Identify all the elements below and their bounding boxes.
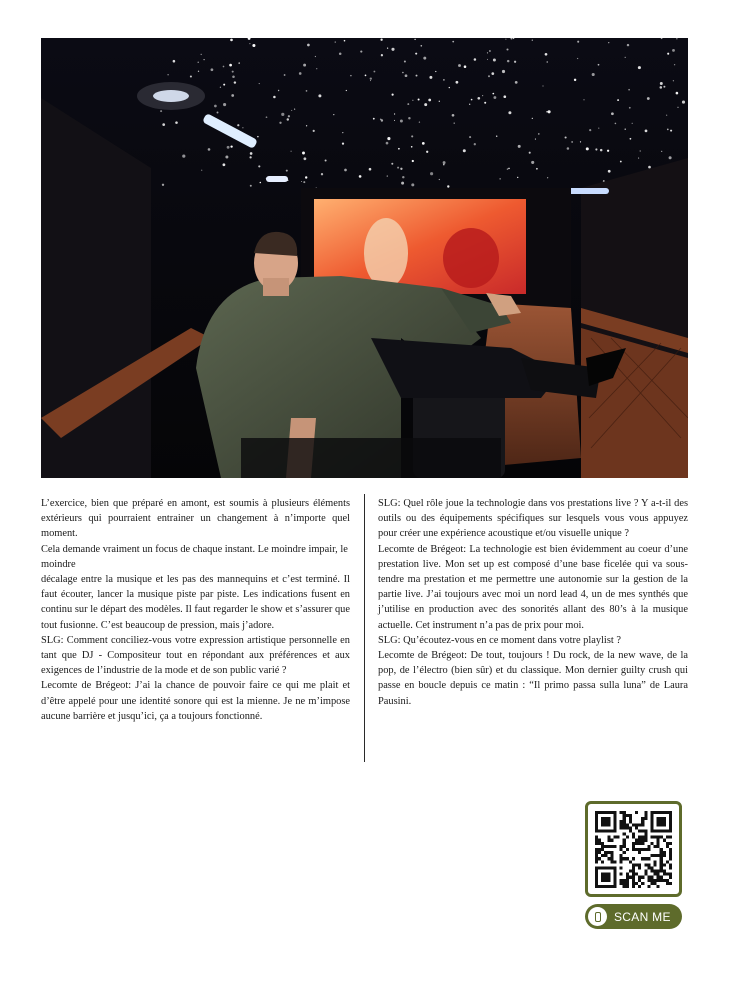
paragraph: L’exercice, bien que préparé en amont, est soumis à plusieurs éléments extérieurs qui pourraient entrainer un changement à n’importe quel moment. (41, 498, 350, 540)
phone-icon (588, 907, 607, 926)
article-photo (41, 38, 688, 478)
paragraph: Lecomte de Brégeot: J’ai la chance de pouvoir faire ce qui me plait et d’être appelé pour une identité sonore qui est la mienne. Je ne m’impose aucune barrière et jusqu’ici, ça a toujours fonctionné. (41, 680, 350, 722)
qr-code-card[interactable] (585, 801, 682, 897)
article-column-right (378, 496, 688, 709)
article-column-left (41, 496, 350, 724)
scan-me-label: SCAN ME (614, 909, 671, 924)
paragraph: SLG: Quel rôle joue la technologie dans vos prestations live ? Y a-t-il des outils ou des équipements spécifiques sur lesquels vous vous appuyez pour créer une expérience acoustique et/ou visuelle unique ? (378, 498, 688, 540)
scan-me-button[interactable] (585, 904, 682, 929)
paragraph: décalage entre la musique et les pas des mannequins et c’est terminé. Il faut écouter, lancer la musique piste par piste. Les indications fusent en continu sur le départ des modèles. Il faut regarder le show et s’assurer que tout fusionne. C’est beaucoup de pression, mais j’adore. (41, 574, 350, 631)
paragraph: SLG: Qu’écoutez-vous en ce moment dans votre playlist ? (378, 634, 621, 646)
qr-code-icon (595, 811, 672, 888)
paragraph: SLG: Comment conciliez-vous votre expression artistique personnelle en tant que DJ - Compositeur tout en répondant aux préférences et aux exigences de l’industrie de la mode et de son public varié ? (41, 634, 350, 677)
paragraph: Lecomte de Brégeot: La technologie est bien évidemment au coeur d’une prestation live. Mon set up est composé d’une base ficelée qui va sous-tendre ma prestation et me permettre une autonomie sur la gestion de la partie live. J’ai toujours avec moi un nord lead 4, un de mes synthés que j’utilise en production avec des sonorités allant des 80’s à la musique actuelle. Cet instrument n’a pas de prix pour moi. (378, 543, 688, 631)
paragraph: Cela demande vraiment un focus de chaque instant. Le moindre impair, le moindre (41, 543, 348, 570)
column-divider (364, 494, 365, 762)
van-interior-image (41, 38, 688, 478)
paragraph: Lecomte de Brégeot: De tout, toujours ! Du rock, de la new wave, de la pop, de l’électro (bien sûr) et du classique. Mon dernier guilty crush qui passe en boucle depuis ce matin : “Il primo passa sulla luna” de Laura Pausini. (378, 650, 688, 707)
